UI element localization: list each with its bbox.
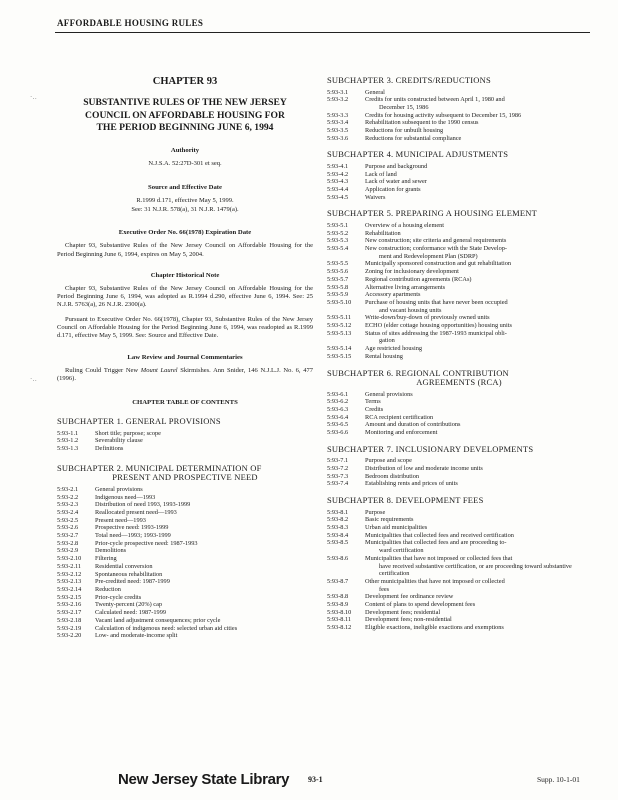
section-title: Terms xyxy=(365,398,381,406)
toc-entry xyxy=(327,616,591,624)
toc-list xyxy=(57,486,313,640)
section-number: 5:93-2.10 xyxy=(57,555,82,563)
section-number: 5:93-5.15 xyxy=(327,352,352,360)
section-title: Rental housing xyxy=(365,352,403,360)
section-title: ECHO (elder cottage housing opportunities) housing units xyxy=(365,322,512,330)
toc-entry xyxy=(57,601,313,609)
section-title-cont: ment and Redevelopment Plan (SDRP) xyxy=(379,252,478,260)
section-title: Waivers xyxy=(365,193,386,201)
section-title: Municipalities that collected fees and received certification xyxy=(365,531,514,539)
section-number: 5:93-1.2 xyxy=(57,437,79,445)
toc-entry xyxy=(327,194,591,202)
section-title: Alternative living arrangements xyxy=(365,283,446,291)
toc-entry xyxy=(327,609,591,617)
toc-entry xyxy=(327,465,591,473)
section-title: Development fees; residential xyxy=(365,608,441,616)
toc-entry xyxy=(327,112,591,120)
section-title: Lack of land xyxy=(365,170,397,178)
section-number: 5:93-8.7 xyxy=(327,577,349,585)
section-number: 5:93-8.4 xyxy=(327,531,349,539)
toc-entry xyxy=(327,555,591,563)
chapter-title-line: THE PERIOD BEGINNING JUNE 6, 1994 xyxy=(96,122,274,133)
section-title: Age restricted housing xyxy=(365,345,423,353)
section-title: New construction; conformance with the State Develop- xyxy=(365,245,507,253)
section-title: Reductions for unbuilt housing xyxy=(365,127,444,135)
chapter-number: CHAPTER 93 xyxy=(152,76,218,87)
toc-entry xyxy=(57,540,313,548)
toc-entry xyxy=(327,429,591,437)
section-number: 5:93-7.4 xyxy=(327,480,349,488)
section-number: 5:93-4.3 xyxy=(327,178,349,186)
source-heading: Source and Effective Date xyxy=(148,184,222,192)
section-title: Municipalities that collected fees and are proceeding to- xyxy=(365,539,507,547)
section-number: 5:93-8.6 xyxy=(327,554,349,562)
section-title: Twenty-percent (20%) cap xyxy=(95,601,163,609)
law-review-heading: Law Review and Journal Commentaries xyxy=(127,353,243,361)
section-number: 5:93-5.2 xyxy=(327,229,349,237)
toc-entry xyxy=(57,625,313,633)
subchapter-heading: SUBCHAPTER 2. MUNICIPAL DETERMINATION OF xyxy=(57,462,262,473)
section-title: Reallocated present need—1993 xyxy=(95,508,177,516)
toc-entry xyxy=(327,222,591,230)
toc-entry xyxy=(57,617,313,625)
toc-entry xyxy=(57,632,313,640)
law-review-text-post: Skirmishes. Ann Snider, 146 N.J.L.J. No. 6, 477 (1996). xyxy=(57,366,313,382)
section-number: 5:93-8.8 xyxy=(327,593,349,601)
authority-text: N.J.S.A. 52:27D-301 et seq. xyxy=(148,159,222,167)
section-number: 5:93-2.16 xyxy=(57,601,82,609)
section-title: Total need—1993; 1993-1999 xyxy=(95,532,171,540)
section-number: 5:93-5.13 xyxy=(327,329,352,337)
toc-entry xyxy=(327,480,591,488)
section-title: Severability clause xyxy=(95,437,143,445)
toc-entry xyxy=(327,163,591,171)
toc-list xyxy=(327,509,591,632)
toc-entry xyxy=(327,96,591,104)
toc-entry xyxy=(327,237,591,245)
section-number: 5:93-4.4 xyxy=(327,186,349,194)
section-number: 5:93-2.6 xyxy=(57,524,79,532)
source-citation: See: 31 N.J.R. 578(a), 31 N.J.R. 1479(a). xyxy=(131,205,239,213)
authority-heading: Authority xyxy=(170,146,200,154)
section-number: 5:93-5.6 xyxy=(327,268,349,276)
toc-entry xyxy=(57,517,313,525)
section-number: 5:93-2.13 xyxy=(57,578,82,586)
section-title: Monitoring and enforcement xyxy=(365,429,438,437)
section-number: 5:93-2.19 xyxy=(57,624,82,632)
toc-entry xyxy=(327,516,591,524)
right-column xyxy=(327,76,591,632)
section-title: Eligible exactions, ineligible exactions and exemptions xyxy=(365,624,504,632)
toc-list xyxy=(57,430,313,453)
toc-entry xyxy=(57,563,313,571)
section-title: Bedroom distribution xyxy=(365,472,420,480)
section-title: General xyxy=(365,88,385,96)
section-number: 5:93-5.1 xyxy=(327,221,349,229)
section-number: 5:93-3.3 xyxy=(327,111,349,119)
section-title: Spontaneous rehabilitation xyxy=(95,570,163,578)
history-paragraph: Pursuant to Executive Order No. 66(1978), Chapter 93, Substantive Rules of the New Jersey Council on Affordable Housing for the Period Beginning June 6, 1994, was readopted as R.1999 d.171, effective May 5, 1999. See: Source and Effective Date. xyxy=(57,315,313,340)
page-number: 93-1 xyxy=(308,775,323,784)
section-title: Urban aid municipalities xyxy=(365,524,428,532)
history-heading: Chapter Historical Note xyxy=(150,271,220,279)
toc-entry xyxy=(327,524,591,532)
law-review-text-pre: Ruling Could Trigger New xyxy=(65,366,141,374)
section-number: 5:93-2.12 xyxy=(57,570,82,578)
section-title: Prior-cycle prospective need: 1987-1993 xyxy=(95,539,198,547)
section-number: 5:93-3.1 xyxy=(327,88,349,96)
section-title: Vacant land adjustment consequences; prior cycle xyxy=(95,616,221,624)
subchapter-heading: SUBCHAPTER 4. MUNICIPAL ADJUSTMENTS xyxy=(327,149,509,160)
section-title: Demolitions xyxy=(95,547,127,555)
section-number: 5:93-1.3 xyxy=(57,445,79,453)
section-title: Definitions xyxy=(95,445,124,453)
section-title: Low- and moderate-income split xyxy=(95,632,178,640)
section-number: 5:93-5.11 xyxy=(327,314,352,322)
toc-entry xyxy=(327,135,591,143)
section-number: 5:93-5.7 xyxy=(327,275,349,283)
section-number: 5:93-1.1 xyxy=(57,429,79,437)
toc-entry xyxy=(327,624,591,632)
chapter-title-line: COUNCIL ON AFFORDABLE HOUSING FOR xyxy=(85,109,285,121)
subchapter-heading: SUBCHAPTER 6. REGIONAL CONTRIBUTION xyxy=(327,367,509,378)
subchapter-heading-cont: AGREEMENTS (RCA) xyxy=(416,377,502,388)
section-title: Municipally sponsored construction and gut rehabilitation xyxy=(365,260,512,268)
toc-entry xyxy=(327,398,591,406)
law-review-text-italic: Mount Laurel xyxy=(140,366,178,374)
section-number: 5:93-5.5 xyxy=(327,260,349,268)
toc-entry xyxy=(327,601,591,609)
section-title: Filtering xyxy=(95,555,117,563)
toc-entry xyxy=(57,578,313,586)
section-number: 5:93-4.2 xyxy=(327,170,349,178)
section-title-cont: and vacant housing units xyxy=(379,306,442,314)
toc-entry xyxy=(327,127,591,135)
section-number: 5:93-8.9 xyxy=(327,601,349,609)
section-number: 5:93-7.1 xyxy=(327,457,349,465)
section-number: 5:93-6.1 xyxy=(327,390,349,398)
section-number: 5:93-2.17 xyxy=(57,609,82,617)
toc-entry xyxy=(57,494,313,502)
toc-heading: CHAPTER TABLE OF CONTENTS xyxy=(132,399,238,407)
section-title-cont: ward certification xyxy=(379,547,424,555)
section-title: Calculation of indigenous need: selected urban aid cities xyxy=(95,624,238,632)
toc-entry xyxy=(327,89,591,97)
toc-list xyxy=(327,163,591,202)
section-number: 5:93-6.4 xyxy=(327,413,349,421)
law-review-text xyxy=(57,367,313,384)
section-number: 5:93-2.2 xyxy=(57,493,79,501)
toc-list xyxy=(327,457,591,488)
toc-entry xyxy=(327,186,591,194)
section-title-cont: have received substantive certification, or are proceeding toward substantive certification xyxy=(379,562,572,578)
section-title: Indigenous need—1993 xyxy=(95,493,156,501)
section-number: 5:93-6.5 xyxy=(327,421,349,429)
toc-entry xyxy=(57,571,313,579)
subchapter-heading: SUBCHAPTER 3. CREDITS/REDUCTIONS xyxy=(327,75,491,85)
subchapter-heading: SUBCHAPTER 8. DEVELOPMENT FEES xyxy=(327,495,484,506)
section-title: Purpose and scope xyxy=(365,457,412,465)
section-title: RCA recipient certification xyxy=(365,413,434,421)
toc-entry xyxy=(327,509,591,517)
section-number: 5:93-2.4 xyxy=(57,508,79,516)
section-number: 5:93-6.6 xyxy=(327,429,349,437)
toc-entry xyxy=(57,524,313,532)
section-title: Other municipalities that have not imposed or collected xyxy=(365,577,505,585)
section-title: Rehabilitation xyxy=(365,229,401,237)
section-title: Short title; purpose; scope xyxy=(95,429,161,437)
section-title: Basic requirements xyxy=(365,516,414,524)
section-title: Municipalities that have not imposed or collected fees that xyxy=(365,554,513,562)
section-title: Development fee ordinance review xyxy=(365,593,454,601)
section-title: Purchase of housing units that have never been occupied xyxy=(365,298,508,306)
section-title: Pre-credited need: 1987-1999 xyxy=(95,578,170,586)
toc-entry xyxy=(57,609,313,617)
section-number: 5:93-2.5 xyxy=(57,516,79,524)
section-title: Overview of a housing element xyxy=(365,221,445,229)
chapter-title xyxy=(57,97,313,135)
section-number: 5:93-3.2 xyxy=(327,96,349,104)
section-number: 5:93-8.2 xyxy=(327,516,349,524)
section-number: 5:93-2.1 xyxy=(57,485,79,493)
section-number: 5:93-2.18 xyxy=(57,616,82,624)
toc-entry xyxy=(327,178,591,186)
section-title: Regional contribution agreements (RCAs) xyxy=(365,275,472,283)
toc-entry xyxy=(57,501,313,509)
section-title: Calculated need: 1987-1999 xyxy=(95,609,166,617)
section-number: 5:93-3.5 xyxy=(327,127,349,135)
scan-mark: `·· xyxy=(30,377,37,385)
section-number: 5:93-4.1 xyxy=(327,162,349,170)
toc-entry xyxy=(327,276,591,284)
section-number: 5:93-4.5 xyxy=(327,193,349,201)
section-title: Application for grants xyxy=(365,186,421,194)
section-title: Zoning for inclusionary development xyxy=(365,268,459,276)
section-number: 5:93-5.9 xyxy=(327,291,349,299)
header-rule xyxy=(55,32,590,33)
toc-entry xyxy=(327,593,591,601)
toc-entry xyxy=(327,171,591,179)
toc-entry xyxy=(327,391,591,399)
toc-entry xyxy=(327,330,591,338)
toc-entry xyxy=(327,284,591,292)
toc-entry xyxy=(57,437,313,445)
section-number: 5:93-7.3 xyxy=(327,472,349,480)
toc-entry xyxy=(327,314,591,322)
section-number: 5:93-6.3 xyxy=(327,406,349,413)
toc-entry xyxy=(327,322,591,330)
toc-entry xyxy=(57,509,313,517)
section-number: 5:93-5.4 xyxy=(327,245,349,253)
section-title: Prior-cycle credits xyxy=(95,593,142,601)
toc-entry xyxy=(57,586,313,594)
section-number: 5:93-8.12 xyxy=(327,624,352,632)
section-number: 5:93-3.4 xyxy=(327,119,349,127)
toc-entry xyxy=(327,457,591,465)
section-number: 5:93-2.8 xyxy=(57,539,79,547)
section-title: Residential conversion xyxy=(95,562,153,570)
section-number: 5:93-2.20 xyxy=(57,632,82,640)
toc-list xyxy=(327,222,591,361)
section-number: 5:93-3.6 xyxy=(327,134,349,142)
section-number: 5:93-8.10 xyxy=(327,608,352,616)
section-number: 5:93-5.8 xyxy=(327,283,349,291)
toc-entry xyxy=(327,414,591,422)
section-title: Content of plans to spend development fees xyxy=(365,601,476,609)
section-title: Reduction xyxy=(95,586,121,593)
section-number: 5:93-8.1 xyxy=(327,508,349,516)
section-title: General provisions xyxy=(365,390,413,398)
toc-entry xyxy=(327,291,591,299)
running-header: AFFORDABLE HOUSING RULES xyxy=(57,18,204,28)
subchapter-heading: SUBCHAPTER 5. PREPARING A HOUSING ELEMENT xyxy=(327,208,538,219)
section-title: Credits for units constructed between April 1, 1980 and xyxy=(365,96,505,104)
toc-list xyxy=(327,89,591,143)
section-title: Credits for housing activity subsequent to December 15, 1986 xyxy=(365,111,522,119)
scan-mark: `·· xyxy=(30,95,37,103)
history-paragraph: Chapter 93, Substantive Rules of the New Jersey Council on Affordable Housing for the Period Beginning June 6, 1994, was adopted as R.1994 d.290, effective June 6, 1994. See: 25 N.J.R. 5763(a), 26 N.J.R. 2300(a). xyxy=(57,284,313,309)
section-number: 5:93-2.7 xyxy=(57,532,79,540)
toc-entry xyxy=(57,532,313,540)
subchapter-heading-cont: PRESENT AND PROSPECTIVE NEED xyxy=(112,472,258,483)
toc-entry xyxy=(327,353,591,361)
toc-entry xyxy=(327,421,591,429)
toc-entry xyxy=(57,445,313,453)
section-number: 5:93-2.3 xyxy=(57,501,79,509)
section-title: Prospective need: 1993-1999 xyxy=(95,524,169,532)
section-title: Distribution of need 1993, 1993-1999 xyxy=(95,501,191,509)
section-number: 5:93-8.5 xyxy=(327,539,349,547)
section-number: 5:93-2.15 xyxy=(57,593,82,601)
toc-entry xyxy=(327,532,591,540)
toc-list xyxy=(327,391,591,437)
subchapter-heading: SUBCHAPTER 1. GENERAL PROVISIONS xyxy=(57,416,221,427)
section-number: 5:93-5.10 xyxy=(327,298,352,306)
subchapter-heading: SUBCHAPTER 7. INCLUSIONARY DEVELOPMENTS xyxy=(327,443,534,454)
toc-entry xyxy=(327,539,591,547)
section-title: Reductions for substantial compliance xyxy=(365,134,462,142)
section-number: 5:93-7.2 xyxy=(327,465,349,473)
section-title: Amount and duration of contributions xyxy=(365,421,461,429)
section-title: General provisions xyxy=(95,485,143,493)
supplement-date: Supp. 10-1-01 xyxy=(537,775,580,784)
section-number: 5:93-2.9 xyxy=(57,547,79,555)
toc-entry xyxy=(327,230,591,238)
left-column xyxy=(57,76,313,640)
toc-entry xyxy=(57,547,313,555)
toc-entry xyxy=(327,299,591,307)
section-title: Write-down/buy-down of previously owned units xyxy=(365,314,490,322)
chapter-title-line: SUBSTANTIVE RULES OF THE NEW JERSEY xyxy=(83,97,287,108)
library-stamp: New Jersey State Library xyxy=(118,771,290,788)
toc-entry xyxy=(327,345,591,353)
eo-text: Chapter 93, Substantive Rules of the New Jersey Council on Affordable Housing for the Period Beginning June 6, 1994, expires on May 5, 2004. xyxy=(57,242,313,258)
toc-entry xyxy=(57,430,313,438)
section-number: 5:93-5.12 xyxy=(327,322,352,330)
section-title: Purpose xyxy=(365,508,386,516)
section-title: Present need—1993 xyxy=(95,516,146,524)
eo-heading: Executive Order No. 66(1978) Expiration Date xyxy=(118,229,252,237)
section-number: 5:93-6.2 xyxy=(327,398,349,406)
section-title-cont: fees xyxy=(379,585,390,593)
section-title: Purpose and background xyxy=(365,162,428,170)
toc-entry xyxy=(327,473,591,481)
toc-entry xyxy=(57,555,313,563)
section-number: 5:93-5.3 xyxy=(327,237,349,245)
section-title: Status of sites addressing the 1987-1993 municipal obli- xyxy=(365,329,507,337)
toc-entry xyxy=(327,119,591,127)
section-number: 5:93-5.14 xyxy=(327,345,352,353)
source-text: R.1999 d.171, effective May 5, 1999. xyxy=(136,197,234,205)
section-title: Establishing rents and prices of units xyxy=(365,480,458,488)
section-title: Accessory apartments xyxy=(365,291,421,299)
section-title: Development fees; non-residential xyxy=(365,616,452,624)
section-title: New construction; site criteria and general requirements xyxy=(365,237,507,245)
toc-entry xyxy=(327,245,591,253)
section-title-cont: December 15, 1986 xyxy=(379,103,429,111)
section-title: Lack of water and sewer xyxy=(365,178,427,186)
toc-entry xyxy=(327,260,591,268)
section-number: 5:93-8.3 xyxy=(327,524,349,532)
toc-entry xyxy=(327,268,591,276)
section-number: 5:93-2.11 xyxy=(57,562,82,570)
toc-entry xyxy=(327,578,591,586)
section-title-cont: gation xyxy=(379,337,395,345)
section-title: Credits xyxy=(365,406,384,413)
toc-entry xyxy=(57,486,313,494)
section-title: Rehabilitation subsequent to the 1990 census xyxy=(365,119,479,127)
section-number: 5:93-8.11 xyxy=(327,616,352,624)
toc-entry xyxy=(327,406,591,414)
toc-entry xyxy=(57,594,313,602)
section-number: 5:93-2.14 xyxy=(57,586,82,593)
section-title: Distribution of low and moderate income units xyxy=(365,465,483,473)
